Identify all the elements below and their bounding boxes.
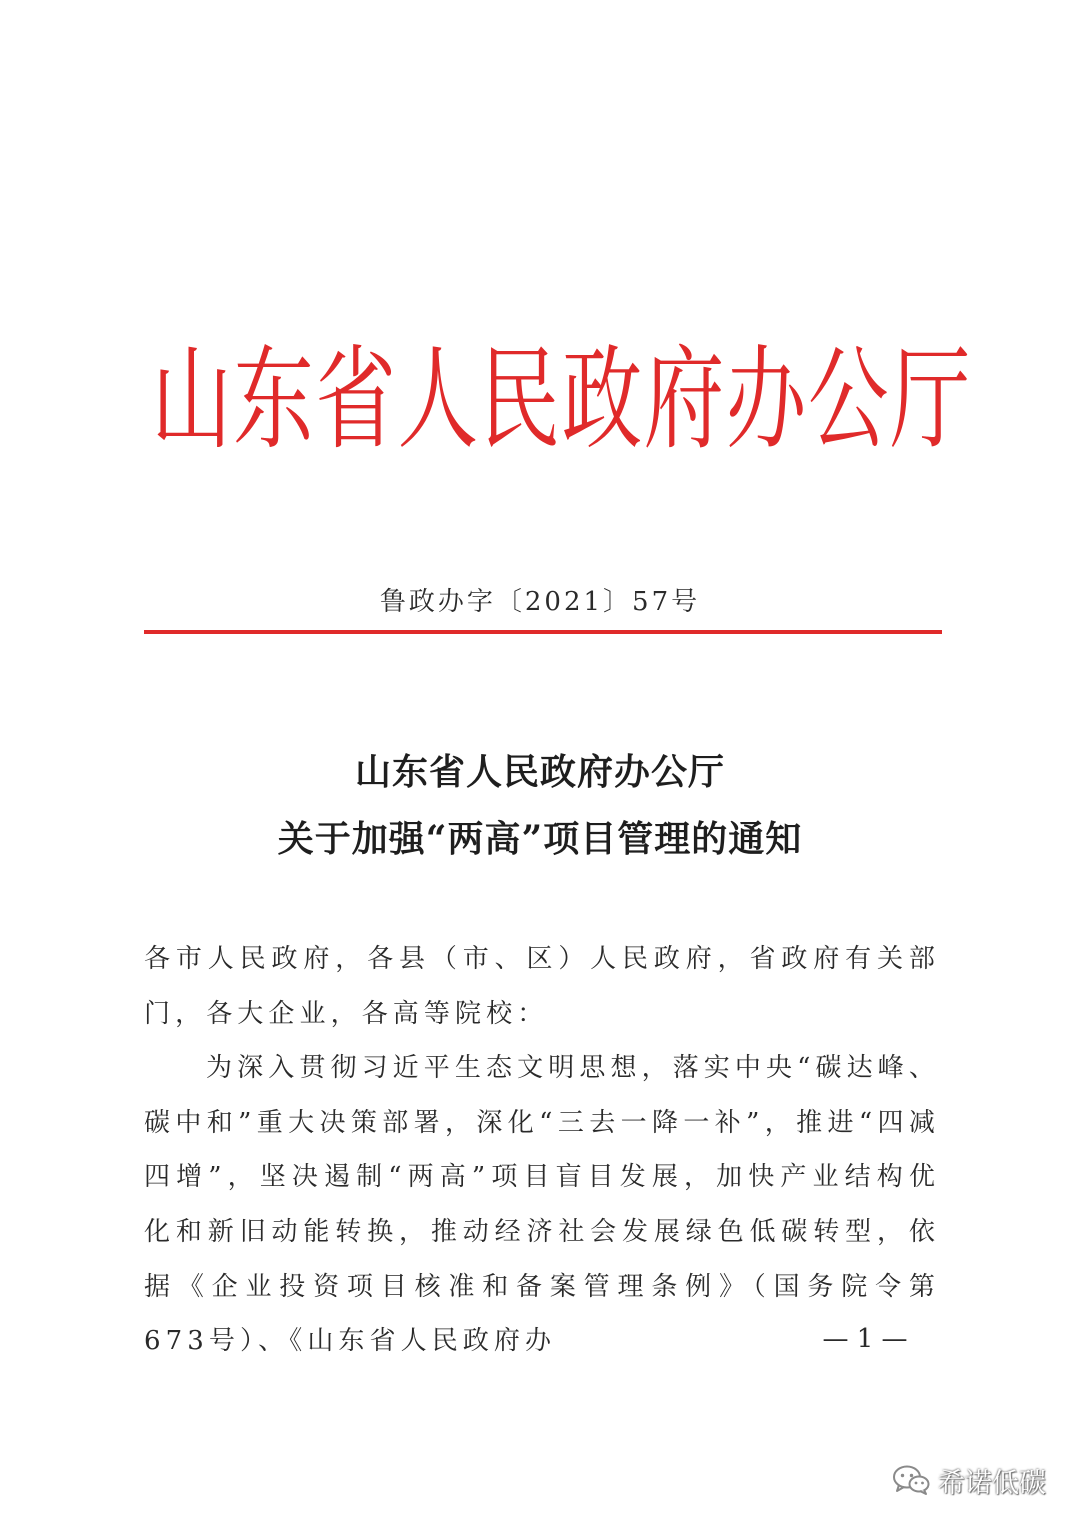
account-watermark: [892, 1458, 1046, 1502]
document-body: [144, 932, 940, 1369]
issuer-header: 山东省人民政府办公厅: [151, 335, 973, 465]
document-title-line2: 关于加强“两高”项目管理的通知: [277, 818, 803, 860]
red-divider: [144, 630, 942, 634]
addressees: 各市人民政府，各县（市、区）人民政府，省政府有关部门，各大企业，各高等院校：: [144, 944, 940, 1029]
document-number: 鲁政办字〔2021〕57号: [379, 587, 701, 617]
wechat-icon: [892, 1464, 930, 1496]
watermark-text: 希诺低碳: [938, 1467, 1046, 1499]
document-title-line1: 山东省人民政府办公厅: [354, 751, 725, 793]
body-paragraph: 为深入贯彻习近平生态文明思想，落实中央“碳达峰、碳中和”重大决策部署，深化“三去一降一补”，推进“四减四增”，坚决遏制“两高”项目盲目发展，加快产业结构优化和新旧动能转换，推动经济社会发展绿色低碳转型，依据《企业投资项目核准和备案管理条例》（国务院令第673号）、《山东省人民政府办: [144, 1053, 940, 1357]
page-number: — 1 —: [822, 1324, 908, 1354]
